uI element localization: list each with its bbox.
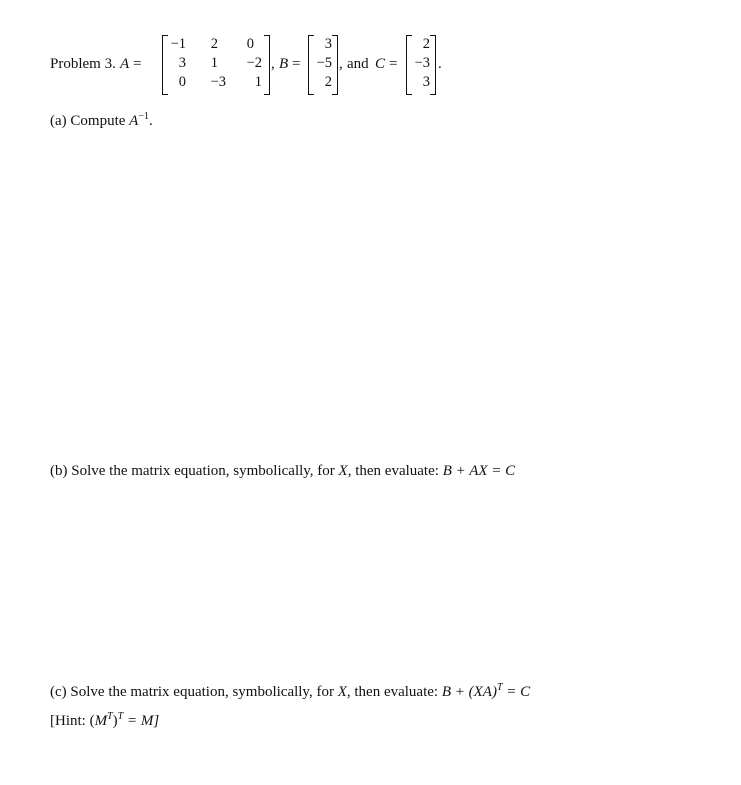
part-c-eq-rhs: = C — [502, 684, 531, 700]
hint-m1: M — [94, 713, 108, 729]
comma-b: , — [339, 56, 343, 72]
period: . — [438, 56, 442, 72]
part-c-var: X — [337, 684, 347, 700]
part-c — [50, 683, 530, 701]
part-c-mid: , then evaluate: — [346, 684, 442, 700]
part-c-text: (c) Solve the matrix equation, symbolically, for — [50, 684, 338, 700]
matrix-c-name: C — [375, 56, 386, 72]
matrix-b — [308, 34, 338, 94]
matrix-b-cell: −5 — [316, 55, 332, 71]
part-b-var: X — [338, 463, 348, 479]
matrix-a-name: A — [120, 56, 130, 72]
hint — [50, 712, 159, 730]
part-a-sup: −1 — [138, 111, 149, 122]
matrix-b-cell: 3 — [324, 36, 332, 52]
part-a-var: A — [129, 113, 139, 129]
matrix-b-name: B — [279, 56, 289, 72]
matrix-c-cell: 2 — [422, 36, 430, 52]
matrix-a-cell: 0 — [178, 74, 186, 90]
matrix-c-right-bracket — [430, 35, 436, 95]
part-c-eq-lhs: B + (XA) — [441, 684, 497, 700]
part-a-prefix: (a) Compute — [50, 113, 130, 129]
part-b-equation: B + AX = C — [442, 463, 516, 479]
part-b-text: (b) Solve the matrix equation, symbolically, for — [50, 463, 339, 479]
matrix-b-cell: 2 — [324, 74, 332, 90]
part-c-eq-sup: T — [496, 682, 503, 693]
matrix-c-cell: 3 — [422, 74, 430, 90]
comma-a: , — [271, 56, 275, 72]
matrix-a-cell: 1 — [254, 74, 262, 90]
part-b — [50, 462, 515, 480]
equals-sign-c: = — [389, 56, 398, 72]
matrix-a-cell: −1 — [170, 36, 186, 52]
matrix-a-cell: −2 — [246, 55, 262, 71]
equals-sign-b: = — [292, 56, 301, 72]
equals-sign-a: = — [133, 56, 142, 72]
part-b-mid: , then evaluate: — [347, 463, 443, 479]
matrix-a-cell: 1 — [210, 55, 218, 71]
matrix-a — [162, 34, 270, 94]
part-a — [50, 112, 153, 130]
matrix-c-cell: −3 — [414, 55, 430, 71]
and-text: and — [347, 56, 369, 72]
matrix-a-cell: 3 — [178, 55, 186, 71]
hint-close1: ) — [112, 713, 118, 729]
hint-sup1: T — [107, 711, 113, 722]
part-a-suffix: . — [148, 113, 153, 129]
matrix-a-cell: 0 — [246, 36, 254, 52]
hint-rest: = M] — [123, 713, 160, 729]
hint-open: [Hint: ( — [50, 713, 95, 729]
matrix-c — [406, 34, 436, 94]
matrix-a-cell: −3 — [210, 74, 226, 90]
matrix-a-cell: 2 — [210, 36, 218, 52]
problem-label: Problem 3. — [50, 56, 116, 72]
matrix-b-right-bracket — [332, 35, 338, 95]
hint-sup2: T — [117, 711, 124, 722]
matrix-a-right-bracket — [264, 35, 270, 95]
